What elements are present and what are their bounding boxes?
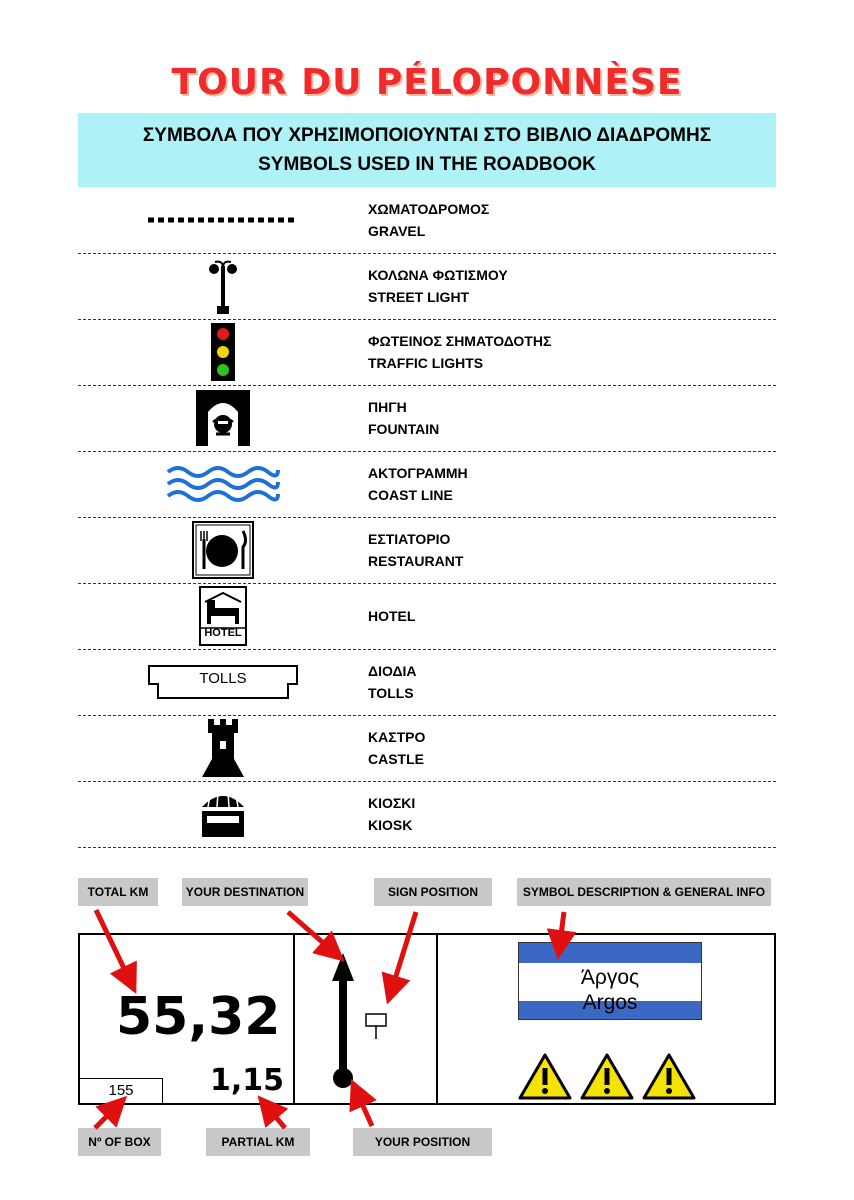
label-partial-km: PARTIAL KM <box>206 1128 310 1156</box>
tolls-icon-label: TOLLS <box>199 670 247 687</box>
symbol-english: CASTLE <box>368 751 424 767</box>
symbol-english: TRAFFIC LIGHTS <box>368 355 484 371</box>
label-your-position: YOUR POSITION <box>353 1128 492 1156</box>
symbol-greek: ΧΩΜΑΤΟΔΡΟΜΟΣ <box>368 201 490 217</box>
symbol-english: FOUNTAIN <box>368 421 440 437</box>
pointer-arrow <box>96 910 132 985</box>
label-total-km: TOTAL KM <box>78 878 158 906</box>
symbol-greek: ΕΣΤΙΑΤΟΡΙΟ <box>368 531 451 547</box>
label-sign-position: SIGN POSITION <box>374 878 492 906</box>
sign-greek-text: Άργος <box>580 966 640 989</box>
symbol-english: RESTAURANT <box>368 553 464 569</box>
symbol-english: GRAVEL <box>368 223 426 239</box>
symbol-greek: ΦΩΤΕΙΝΟΣ ΣΗΜΑΤΟΔΟΤΗΣ <box>368 333 552 349</box>
symbol-greek: ΔΙΟΔΙΑ <box>368 663 417 679</box>
hotel-icon-label: HOTEL <box>204 627 242 639</box>
symbol-english: KIOSK <box>368 817 413 833</box>
symbol-english: COAST LINE <box>368 487 453 503</box>
symbol-english: HOTEL <box>368 608 416 624</box>
symbol-greek: ΚΟΛΩΝΑ ΦΩΤΙΣΜΟΥ <box>368 267 508 283</box>
symbol-greek: ΠΗΓΗ <box>368 399 407 415</box>
label-your-destination: YOUR DESTINATION <box>182 878 308 906</box>
pointer-arrow <box>288 912 337 955</box>
symbol-english: STREET LIGHT <box>368 289 470 305</box>
symbol-greek: ΑΚΤΟΓΡΑΜΜΗ <box>368 465 468 481</box>
banner-english: SYMBOLS USED IN THE ROADBOOK <box>258 154 596 175</box>
label-symbol-description: SYMBOL DESCRIPTION & GENERAL INFO <box>517 878 771 906</box>
symbol-greek: ΚΑΣΤΡΟ <box>368 729 426 745</box>
pointer-arrow <box>355 1088 372 1126</box>
label-box-number: Nº OF BOX <box>78 1128 161 1156</box>
symbol-english: TOLLS <box>368 685 414 701</box>
pointer-arrow <box>95 1103 120 1128</box>
banner-greek: ΣΥΜΒΟΛΑ ΠΟΥ ΧΡΗΣΙΜΟΠΟΙΟΥΝΤΑΙ ΣΤΟ ΒΙΒΛΙΟ ΔΙΑΔΡΟΜΗΣ <box>142 125 712 146</box>
pointer-arrow <box>390 912 416 995</box>
total-km-value: 55,32 <box>116 987 281 1047</box>
sign-latin-text: Argos <box>582 991 638 1014</box>
pointer-arrow <box>559 912 564 950</box>
symbol-greek: ΚΙΟΣΚΙ <box>368 795 416 811</box>
page-title: TOUR DU PÉLOPONNÈSE <box>171 62 683 103</box>
pointer-arrow <box>264 1103 285 1128</box>
partial-km-value: 1,15 <box>210 1063 285 1098</box>
box-number-value: 155 <box>80 1078 163 1104</box>
